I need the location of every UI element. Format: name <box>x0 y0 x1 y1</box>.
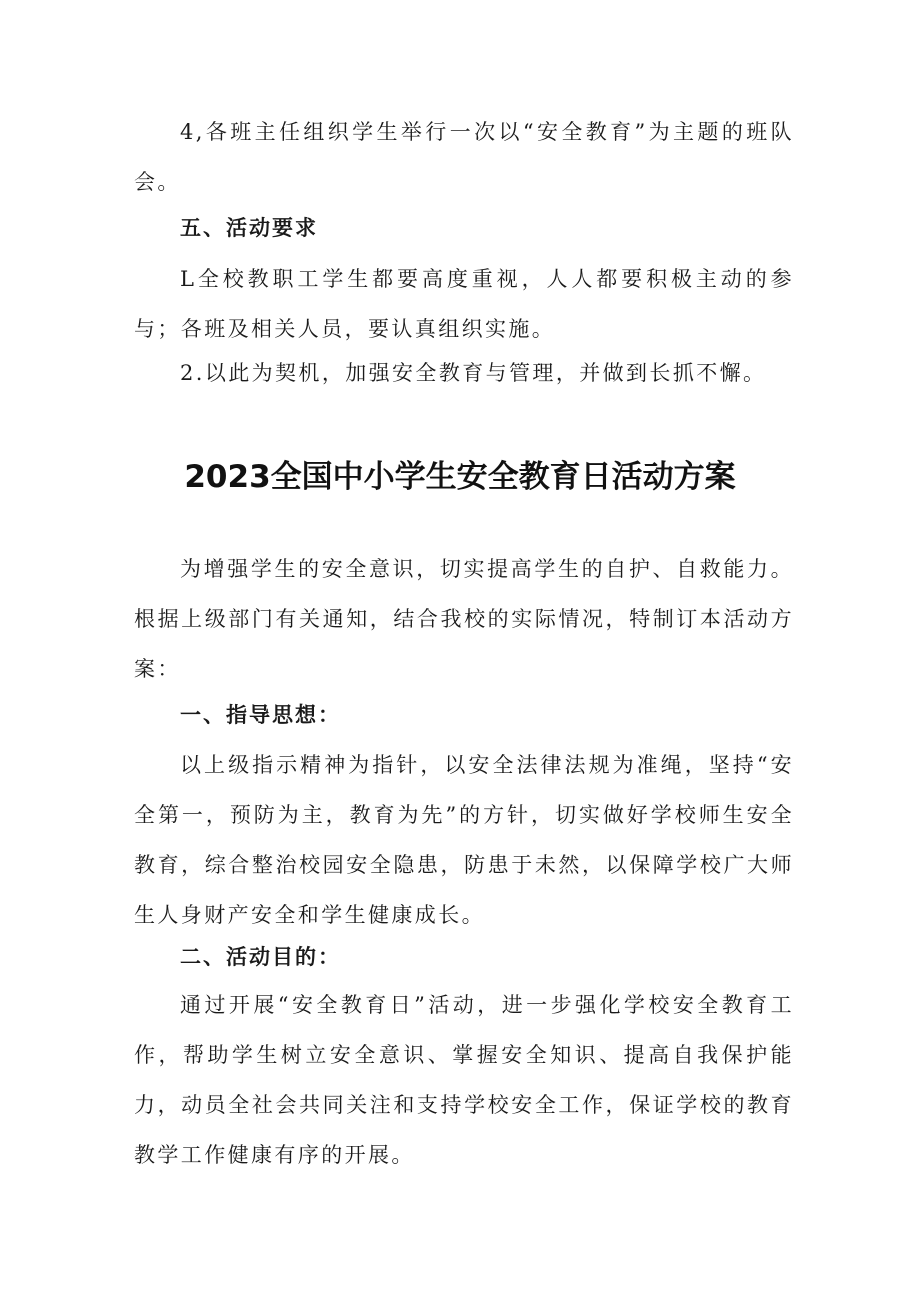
section-5-heading: 五、活动要求 <box>180 216 318 240</box>
section-1-heading: 一、指导思想： <box>180 703 341 727</box>
paragraph-section-2: 通过开展“安全教育日”活动，进一步强化学校安全教育工作，帮助学生树立安全意识、掌握安全知识、提高自我保护能力，动员全社会共同关注和支持学校安全工作，保证学校的教育教学工作健康有序的开展。 <box>134 993 794 1167</box>
paragraph-section-1: 以上级指示精神为指针，以安全法律法规为准绳，坚持“安全第一，预防为主，教育为先”的方针，切实做好学校师生安全教育，综合整治校园安全隐患，防患于未然，以保障学校广大师生人身财产安全和学生健康成长。 <box>134 753 794 927</box>
section-2-heading: 二、活动目的： <box>180 945 341 969</box>
document-title: 2023全国中小学生安全教育日活动方案 <box>184 459 736 495</box>
paragraph-item-4: 4,各班主任组织学生举行一次以“安全教育”为主题的班队会。 <box>134 120 794 194</box>
paragraph-requirement-1: L全校教职工学生都要高度重视，人人都要积极主动的参与；各班及相关人员，要认真组织实施。 <box>134 267 794 341</box>
paragraph-requirement-2: 2.以此为契机，加强安全教育与管理，并做到长抓不懈。 <box>180 361 767 385</box>
paragraph-intro: 为增强学生的安全意识，切实提高学生的自护、自救能力。根据上级部门有关通知，结合我校的实际情况，特制订本活动方案： <box>134 557 794 681</box>
